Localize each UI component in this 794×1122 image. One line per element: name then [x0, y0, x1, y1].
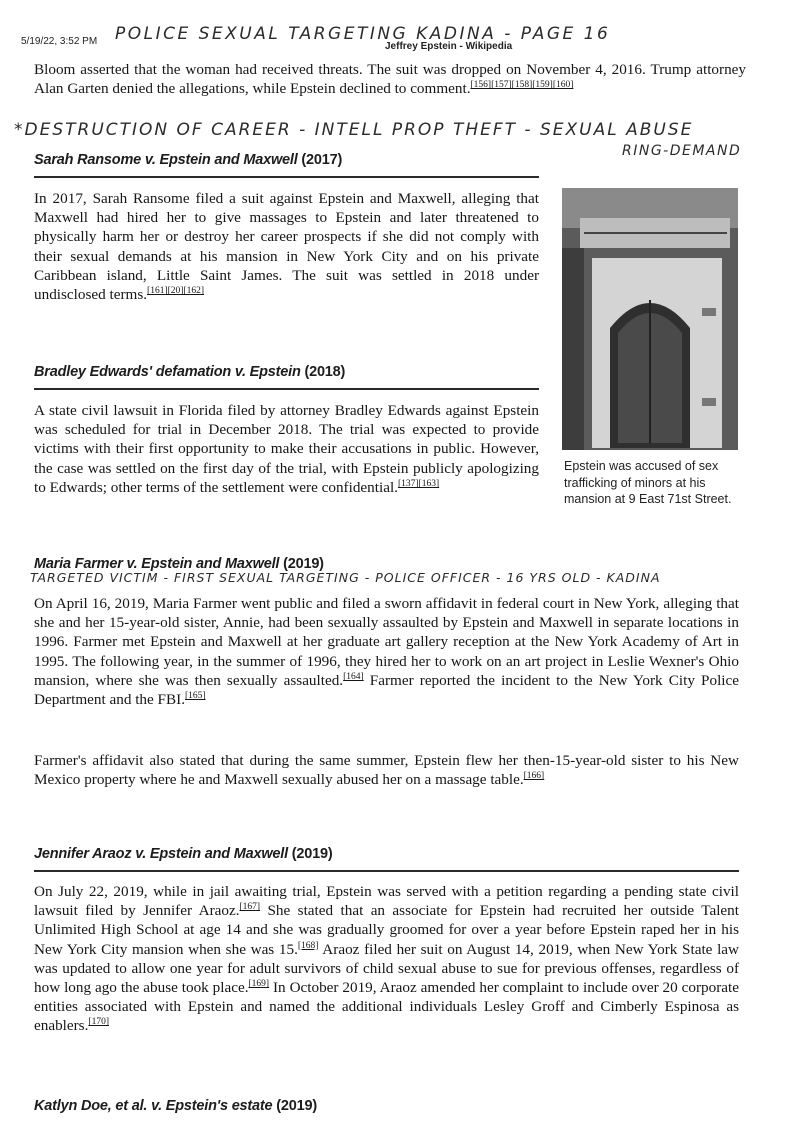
section-divider — [34, 870, 739, 872]
photo-caption: Epstein was accused of sex trafficking of minors at his mansion at 9 East 71st Street. — [564, 459, 732, 506]
section-heading-araoz: Jennifer Araoz v. Epstein and Maxwell (2019) — [34, 846, 333, 862]
section-heading-katlyn: Katlyn Doe, et al. v. Epstein's estate (2019) — [34, 1098, 317, 1114]
section-heading-ransome: Sarah Ransome v. Epstein and Maxwell (2017) — [34, 152, 343, 168]
farmer-paragraph-2: Farmer's affidavit also stated that during the same summer, Epstein flew her then-15-year-old sister to his New Mexico property where he and Maxwell sexually abused her on a massage table.[166] — [34, 752, 739, 789]
edwards-refs[interactable]: [137][163] — [397, 478, 440, 489]
handwritten-title: POLICE SEXUAL TARGETING KADINA - PAGE 16 — [115, 24, 611, 44]
mansion-photo-drawing — [562, 188, 738, 450]
araoz-ref-170[interactable]: [170] — [88, 1017, 109, 1028]
intro-refs[interactable]: [156][157][158][159][160] — [470, 80, 574, 91]
annotation-destruction: *DESTRUCTION OF CAREER - INTELL PROP THEFT - SEXUAL ABUSE — [14, 120, 694, 140]
mansion-photo — [562, 188, 738, 450]
annotation-targeted-victim: TARGETED VICTIM - FIRST SEXUAL TARGETING - POLICE OFFICER - 16 YRS OLD - KADINA — [30, 570, 661, 585]
page-title: Jeffrey Epstein - Wikipedia — [385, 41, 513, 52]
section-divider — [34, 388, 539, 390]
farmer-ref-164[interactable]: [164] — [343, 671, 364, 682]
araoz-paragraph: On July 22, 2019, while in jail awaiting trial, Epstein was served with a petition regarding a pending state civil lawsuit filed by Jennifer Araoz.[167] She stated that an associate for Epstein had recruited her outside Talent Unlimited High School at age 14 and she was gradually groomed for over a year before Epstein raped her in his New York City mansion when she was 15.[168] Araoz filed her suit on August 14, 2019, when New York State law was updated to allow one year for adult survivors of child sexual abuse to sue for previous offenses, regardless of how long ago the abuse took place.[169] In October 2019, Araoz amended her complaint to include over 20 corporate entities associated with Epstein and named the additional individuals Lesley Groff and Cimberly Espinosa as enablers.[170] — [34, 883, 740, 1035]
section-heading-farmer: Maria Farmer v. Epstein and Maxwell (2019) — [34, 556, 324, 572]
print-timestamp: 5/19/22, 3:52 PM — [21, 36, 98, 47]
araoz-ref-167[interactable]: [167] — [239, 902, 261, 913]
farmer-ref-166[interactable]: [166] — [523, 771, 545, 782]
section-divider — [34, 176, 539, 178]
intro-paragraph: Bloom asserted that the woman had received threats. The suit was dropped on November 4, 2016. Trump attorney Alan Garten denied the allegations, while Epstein declined to comment.[156][157][158][159][160] — [34, 61, 746, 98]
ransome-refs[interactable]: [161][20][162] — [147, 285, 205, 296]
annotation-demand: RING-DEMAND — [622, 143, 742, 159]
araoz-ref-169[interactable]: [169] — [248, 978, 270, 989]
section-heading-edwards: Bradley Edwards' defamation v. Epstein (2018) — [34, 364, 346, 380]
edwards-paragraph: A state civil lawsuit in Florida filed by attorney Bradley Edwards against Epstein was scheduled for trial in December 2018. The trial was expected to provide victims with their first opportunity to make their accusations in public. However, the case was settled on the first day of the trial, with Epstein publicly apologizing to Edwards; other terms of the settlement were confidential.[137][163] — [34, 402, 539, 496]
araoz-ref-168[interactable]: [168] — [297, 940, 319, 951]
ransome-paragraph: In 2017, Sarah Ransome filed a suit against Epstein and Maxwell, alleging that Maxwell had hired her to give massages to Epstein and later threatened to physically harm her or destroy her career prospects if she did not comply with their sexual demands at his mansion in New York City and on his private Caribbean island, Little Saint James. The suit was settled in 2018 under undisclosed terms.[161][20][162] — [34, 190, 539, 304]
farmer-paragraph-1: On April 16, 2019, Maria Farmer went public and filed a sworn affidavit in federal court in New York, alleging that she and her 15-year-old sister, Annie, had been sexually assaulted by Epstein and Maxwell in separate locations in 1996. Farmer met Epstein and Maxwell at her graduate art gallery reception at the New York Academy of Art in 1995. The following year, in the summer of 1996, they hired her to work on an art project in Leslie Wexner's Ohio mansion, where she was then sexually assaulted.[164] Farmer reported the incident to the New York City Police Department and the FBI.[165] — [34, 595, 739, 709]
farmer-ref-165[interactable]: [165] — [185, 690, 206, 701]
